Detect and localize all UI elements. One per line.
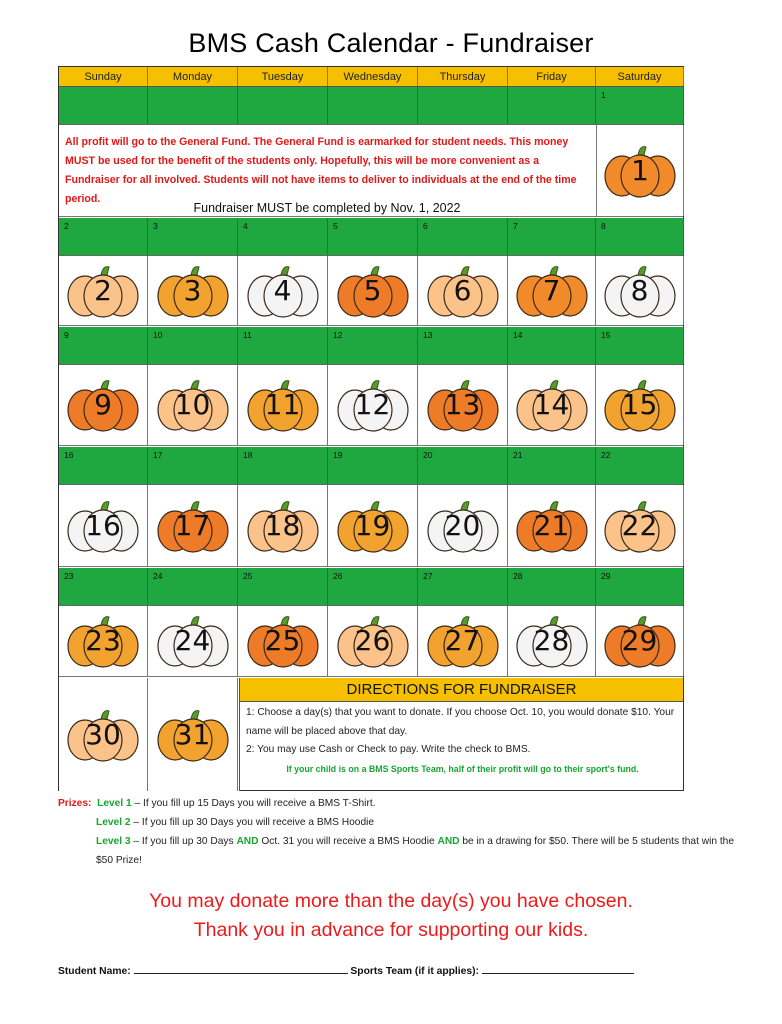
pumpkin-row bbox=[59, 365, 683, 446]
date-cell[interactable]: 5 bbox=[328, 218, 418, 255]
pumpkin-cell bbox=[148, 256, 238, 325]
pumpkin-image bbox=[600, 498, 680, 554]
pumpkin-image bbox=[512, 498, 592, 554]
page-title: BMS Cash Calendar - Fundraiser bbox=[188, 28, 594, 58]
date-cell[interactable]: 23 bbox=[59, 568, 148, 605]
pumpkin-number: 28 bbox=[533, 624, 570, 657]
date-cell[interactable]: 24 bbox=[148, 568, 238, 605]
pumpkin-cell bbox=[328, 365, 418, 445]
weekday-header-row bbox=[59, 67, 683, 87]
pumpkin-image bbox=[512, 377, 592, 433]
pumpkin-number: 22 bbox=[621, 508, 658, 542]
pumpkin-number: 14 bbox=[533, 388, 570, 421]
pumpkin-row bbox=[59, 485, 683, 567]
pumpkin-image bbox=[333, 377, 413, 433]
pumpkin-number: 25 bbox=[264, 624, 301, 657]
pumpkin-cell bbox=[418, 365, 508, 445]
weekday-header: Saturday bbox=[596, 67, 684, 86]
sports-team-label: Sports Team (if it applies): bbox=[350, 966, 479, 977]
weekday-header: Friday bbox=[508, 67, 596, 86]
pumpkin-image bbox=[423, 377, 503, 433]
pumpkin-row bbox=[59, 678, 239, 791]
and-keyword: AND bbox=[236, 836, 259, 847]
level-3-text-b: Oct. 31 you will receive a BMS Hoodie bbox=[258, 836, 438, 847]
weekday-header: Sunday bbox=[59, 67, 148, 86]
pumpkin-image bbox=[243, 498, 323, 554]
thank-you-message: Thank you in advance for supporting our kids. bbox=[193, 919, 589, 941]
pumpkin-cell bbox=[238, 485, 328, 566]
pumpkin-row bbox=[59, 256, 683, 326]
date-cell[interactable]: 19 bbox=[328, 447, 418, 484]
pumpkin-cell bbox=[238, 256, 328, 325]
pumpkin-image bbox=[153, 263, 233, 319]
date-row bbox=[59, 87, 683, 125]
donate-more-message: You may donate more than the day(s) you have chosen. bbox=[149, 890, 633, 912]
pumpkin-image bbox=[153, 498, 233, 554]
pumpkin-image bbox=[63, 613, 143, 669]
prizes-section bbox=[58, 794, 738, 870]
pumpkin-cell bbox=[596, 125, 684, 216]
pumpkin-number: 7 bbox=[542, 273, 561, 307]
date-cell[interactable]: 10 bbox=[148, 327, 238, 364]
pumpkin-number: 12 bbox=[354, 388, 391, 421]
pumpkin-image bbox=[423, 263, 503, 319]
level-3-text-c: be in a drawing for $50. There will be 5 students that win the $50 Prize! bbox=[96, 836, 735, 866]
date-row bbox=[59, 568, 683, 606]
date-cell[interactable]: 28 bbox=[508, 568, 596, 605]
pumpkin-image bbox=[153, 613, 233, 669]
pumpkin-image bbox=[153, 377, 233, 433]
pumpkin-number: 16 bbox=[85, 508, 121, 542]
date-cell[interactable]: 18 bbox=[238, 447, 328, 484]
date-cell[interactable] bbox=[59, 87, 148, 124]
date-cell[interactable]: 12 bbox=[328, 327, 418, 364]
pumpkin-number: 13 bbox=[444, 388, 481, 421]
direction-step-1: 1: Choose a day(s) that you want to donate. If you choose Oct. 10, you would donate $10. Your name will be placed above that day. bbox=[246, 707, 675, 737]
student-name-field[interactable] bbox=[134, 964, 348, 974]
pumpkin-image bbox=[423, 613, 503, 669]
general-fund-notice: All profit will go to the General Fund. The General Fund is earmarked for student needs. This money MUST be used for the benefit of the students only. Hopefully, this will be more convenient as a Fundraiser for all involved. Students will not have items to deliver to individuals at the end of the time period. bbox=[65, 136, 577, 205]
date-cell[interactable]: 6 bbox=[418, 218, 508, 255]
pumpkin-image bbox=[243, 263, 323, 319]
pumpkin-image bbox=[243, 377, 323, 433]
date-cell[interactable]: 21 bbox=[508, 447, 596, 484]
pumpkin-cell bbox=[596, 485, 684, 566]
student-name-label: Student Name: bbox=[58, 966, 131, 977]
pumpkin-image bbox=[333, 498, 413, 554]
weekday-header: Wednesday bbox=[328, 67, 418, 86]
date-cell[interactable]: 27 bbox=[418, 568, 508, 605]
deadline-notice: Fundraiser MUST be completed by Nov. 1, 2022 bbox=[193, 201, 461, 215]
date-cell[interactable]: 16 bbox=[59, 447, 148, 484]
pumpkin-number: 3 bbox=[183, 273, 202, 307]
date-cell[interactable] bbox=[238, 87, 328, 124]
date-cell[interactable]: 26 bbox=[328, 568, 418, 605]
pumpkin-number: 10 bbox=[174, 388, 211, 421]
pumpkin-cell bbox=[596, 365, 684, 445]
pumpkin-number: 17 bbox=[174, 508, 211, 542]
pumpkin-cell bbox=[148, 365, 238, 445]
date-cell[interactable]: 1 bbox=[596, 87, 684, 124]
pumpkin-cell bbox=[59, 256, 148, 325]
date-cell[interactable] bbox=[148, 87, 238, 124]
pumpkin-image bbox=[153, 707, 233, 763]
prize-level-1 bbox=[58, 794, 738, 813]
pumpkin-cell bbox=[508, 485, 596, 566]
pumpkin-image bbox=[512, 263, 592, 319]
pumpkin-number: 9 bbox=[94, 388, 112, 421]
date-row bbox=[59, 327, 683, 365]
pumpkin-cell bbox=[418, 256, 508, 325]
pumpkin-image bbox=[243, 613, 323, 669]
pumpkin-number: 11 bbox=[264, 388, 301, 421]
date-cell[interactable]: 17 bbox=[148, 447, 238, 484]
pumpkin-number: 18 bbox=[264, 508, 301, 542]
pumpkin-image bbox=[423, 498, 503, 554]
pumpkin-number: 31 bbox=[174, 717, 211, 751]
pumpkin-image bbox=[600, 377, 680, 433]
level-3-text-a: – If you fill up 30 Days bbox=[130, 836, 237, 847]
level-1-label: Level 1 bbox=[97, 798, 132, 809]
sports-team-note: If your child is on a BMS Sports Team, half of their profit will go to their sport's fund. bbox=[286, 763, 639, 774]
date-cell[interactable]: 7 bbox=[508, 218, 596, 255]
date-cell[interactable] bbox=[328, 87, 418, 124]
pumpkin-cell bbox=[148, 678, 238, 791]
prize-level-3 bbox=[58, 832, 738, 870]
pumpkin-number: 29 bbox=[621, 624, 658, 657]
date-row bbox=[59, 218, 683, 256]
pumpkin-image bbox=[333, 263, 413, 319]
date-cell[interactable]: 8 bbox=[596, 218, 684, 255]
pumpkin-cell bbox=[328, 606, 418, 676]
sports-team-field[interactable] bbox=[482, 964, 634, 974]
prize-level-2 bbox=[58, 813, 738, 832]
pumpkin-number: 15 bbox=[621, 388, 658, 421]
level-1-text: – If you fill up 15 Days you will receive a BMS T-Shirt. bbox=[131, 798, 376, 809]
pumpkin-number: 1 bbox=[631, 153, 649, 187]
pumpkin-image bbox=[600, 143, 680, 199]
pumpkin-image bbox=[63, 377, 143, 433]
pumpkin-row bbox=[59, 606, 683, 677]
pumpkin-number: 6 bbox=[453, 273, 472, 307]
pumpkin-number: 20 bbox=[444, 508, 481, 542]
directions-body bbox=[239, 702, 683, 791]
pumpkin-cell bbox=[148, 485, 238, 566]
date-row bbox=[59, 447, 683, 485]
date-cell[interactable]: 15 bbox=[596, 327, 684, 364]
pumpkin-image bbox=[600, 613, 680, 669]
calendar-grid bbox=[58, 66, 684, 791]
pumpkin-number: 2 bbox=[94, 273, 112, 307]
pumpkin-cell bbox=[148, 606, 238, 676]
pumpkin-image bbox=[63, 263, 143, 319]
date-cell[interactable]: 25 bbox=[238, 568, 328, 605]
and-keyword: AND bbox=[437, 836, 460, 847]
pumpkin-image bbox=[512, 613, 592, 669]
date-cell[interactable]: 29 bbox=[596, 568, 684, 605]
date-cell[interactable]: 14 bbox=[508, 327, 596, 364]
signature-line bbox=[58, 964, 738, 977]
pumpkin-number: 19 bbox=[354, 508, 391, 542]
pumpkin-number: 4 bbox=[273, 273, 292, 307]
pumpkin-cell bbox=[596, 606, 684, 676]
level-3-label: Level 3 bbox=[96, 836, 131, 847]
pumpkin-number: 21 bbox=[533, 508, 570, 542]
pumpkin-cell bbox=[59, 678, 148, 791]
pumpkin-cell bbox=[596, 256, 684, 325]
pumpkin-cell bbox=[59, 606, 148, 676]
pumpkin-number: 5 bbox=[363, 273, 382, 307]
pumpkin-number: 26 bbox=[354, 624, 391, 657]
date-cell[interactable]: 4 bbox=[238, 218, 328, 255]
date-cell[interactable]: 11 bbox=[238, 327, 328, 364]
pumpkin-number: 24 bbox=[174, 624, 211, 657]
pumpkin-cell bbox=[238, 365, 328, 445]
prizes-label: Prizes: bbox=[58, 798, 92, 809]
pumpkin-image bbox=[333, 613, 413, 669]
date-cell[interactable] bbox=[418, 87, 508, 124]
pumpkin-cell bbox=[59, 365, 148, 445]
pumpkin-number: 23 bbox=[85, 624, 121, 657]
date-cell[interactable]: 20 bbox=[418, 447, 508, 484]
pumpkin-number: 27 bbox=[444, 624, 481, 657]
pumpkin-image bbox=[63, 498, 143, 554]
pumpkin-cell bbox=[508, 256, 596, 325]
level-2-text: – If you fill up 30 Days you will receive a BMS Hoodie bbox=[130, 817, 375, 828]
level-2-label: Level 2 bbox=[96, 817, 131, 828]
weekday-header: Tuesday bbox=[238, 67, 328, 86]
date-cell[interactable]: 2 bbox=[59, 218, 148, 255]
pumpkin-cell bbox=[328, 256, 418, 325]
pumpkin-number: 30 bbox=[85, 717, 121, 751]
pumpkin-number: 8 bbox=[630, 273, 649, 307]
pumpkin-cell bbox=[508, 365, 596, 445]
weekday-header: Thursday bbox=[418, 67, 508, 86]
pumpkin-cell bbox=[328, 485, 418, 566]
directions-heading: DIRECTIONS FOR FUNDRAISER bbox=[239, 678, 683, 702]
pumpkin-cell bbox=[418, 606, 508, 676]
pumpkin-cell bbox=[238, 606, 328, 676]
pumpkin-image bbox=[600, 263, 680, 319]
pumpkin-cell bbox=[508, 606, 596, 676]
date-cell[interactable] bbox=[508, 87, 596, 124]
date-cell[interactable]: 13 bbox=[418, 327, 508, 364]
pumpkin-cell bbox=[418, 485, 508, 566]
date-cell[interactable]: 22 bbox=[596, 447, 684, 484]
direction-step-2: 2: You may use Cash or Check to pay. Write the check to BMS. bbox=[246, 744, 531, 755]
pumpkin-cell bbox=[59, 485, 148, 566]
weekday-header: Monday bbox=[148, 67, 238, 86]
pumpkin-image bbox=[63, 707, 143, 763]
date-cell[interactable]: 9 bbox=[59, 327, 148, 364]
date-cell[interactable]: 3 bbox=[148, 218, 238, 255]
